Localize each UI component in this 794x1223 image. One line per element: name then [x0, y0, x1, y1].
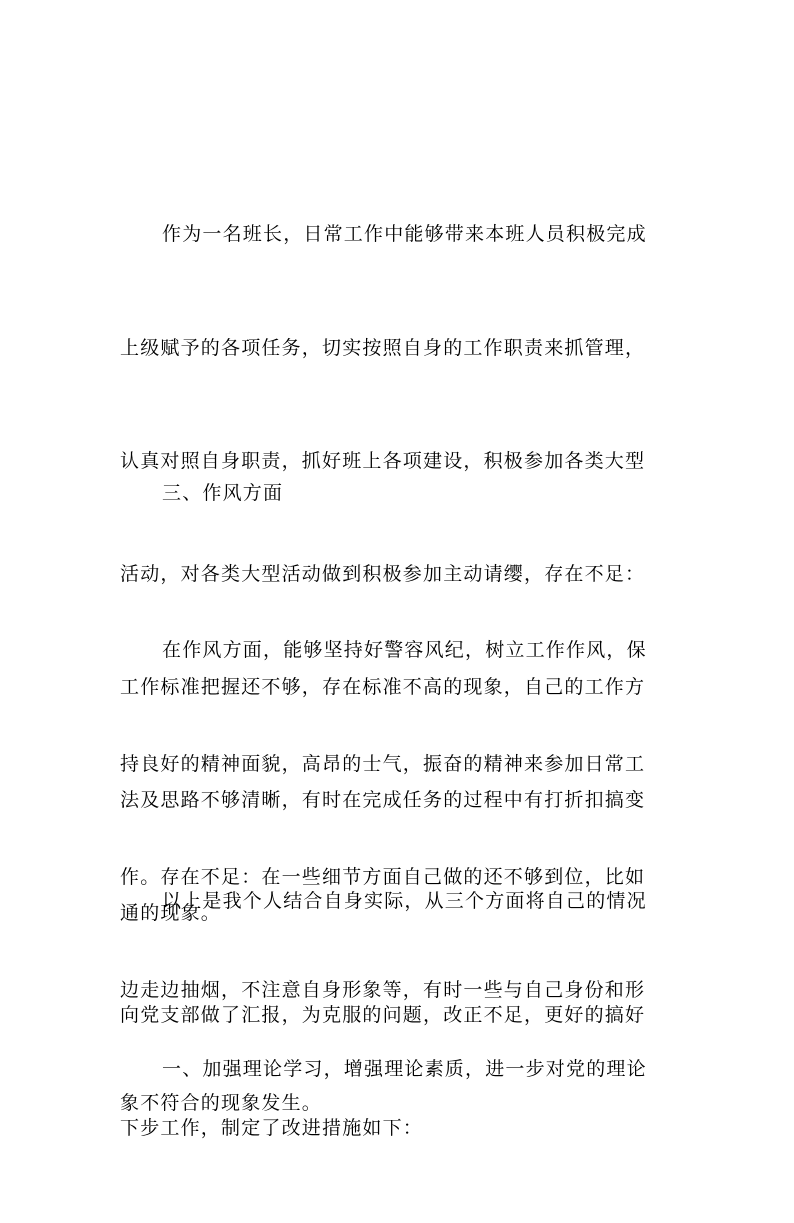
section-heading-work-style: 三、作风方面 — [162, 482, 284, 504]
text-line: 作。存在不足：在一些细节方面自己做的还不够到位，比如 — [120, 865, 646, 888]
text-line: 在作风方面，能够坚持好警容风纪，树立工作作风，保 — [162, 639, 647, 662]
text-line: 工作标准把握还不够，存在标准不高的现象，自己的工作方 — [120, 675, 646, 698]
text-line: 以上是我个人结合自身实际，从三个方面将自己的情况 — [162, 890, 647, 913]
text-line: 象不符合的现象发生。 — [120, 1091, 323, 1114]
text-line: 通的现象。 — [120, 902, 222, 925]
text-line: 法及思路不够清晰，有时在完成任务的过程中有打折扣搞变 — [120, 788, 646, 811]
paragraph-measure-one — [120, 976, 680, 1165]
text-line: 持良好的精神面貌，高昂的士气，振奋的精神来参加日常工 — [120, 752, 646, 775]
text-line: 认真对照自身职责，抓好班上各项建设，积极参加各类大型 — [120, 449, 646, 472]
text-line: 一、加强理论学习，增强理论素质，进一步对党的理论 — [162, 1058, 647, 1081]
text-line: 作为一名班长，日常工作中能够带来本班人员积极完成 — [162, 223, 647, 246]
text-line: 下步工作，制定了改进措施如下： — [120, 1116, 424, 1139]
text-line: 向党支部做了汇报，为克服的问题，改正不足，更好的搞好 — [120, 1003, 646, 1026]
text-line: 上级赋予的各项任务，切实按照自身的工作职责来抓管理， — [120, 336, 646, 359]
text-line: 活动，对各类大型活动做到积极参加主动请缨，存在不足： — [120, 562, 646, 585]
text-line: 边走边抽烟，不注意自身形象等，有时一些与自己身份和形 — [120, 978, 646, 1001]
